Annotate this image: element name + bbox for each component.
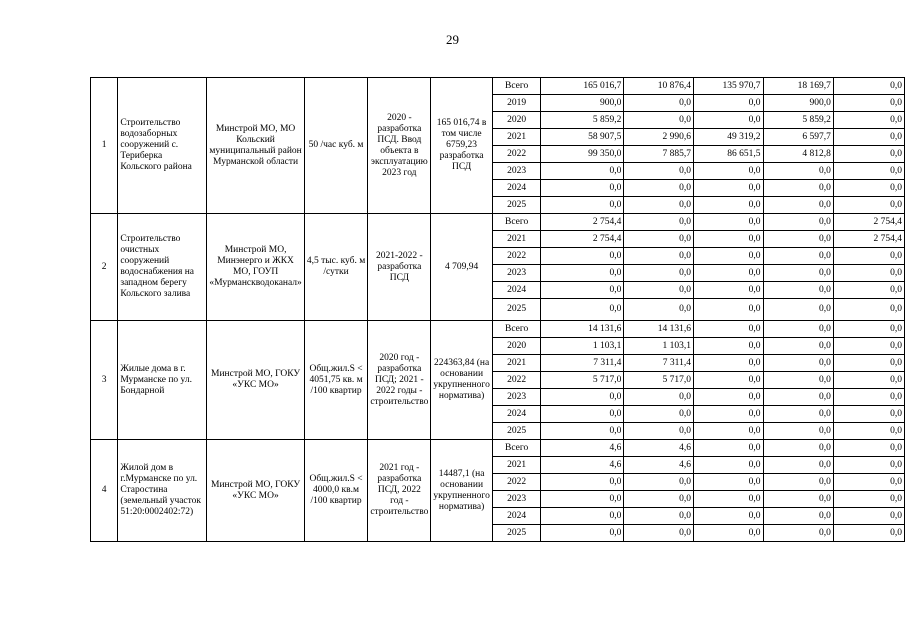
amount-cell: 0,0: [693, 248, 763, 265]
year-cell: 2022: [492, 248, 541, 265]
amount-cell: 0,0: [833, 440, 904, 457]
year-cell: 2024: [492, 508, 541, 525]
amount-cell: 0,0: [763, 508, 833, 525]
year-cell: 2024: [492, 406, 541, 423]
amount-cell: 0,0: [763, 231, 833, 248]
amount-cell: 4,6: [541, 440, 624, 457]
project-dates: 2020 год - разработка ПСД; 2021 - 2022 годы - строительство: [368, 321, 431, 440]
amount-cell: 0,0: [624, 214, 694, 231]
amount-cell: 0,0: [833, 95, 904, 112]
amount-cell: 0,0: [693, 389, 763, 406]
amount-cell: 0,0: [833, 282, 904, 299]
amount-cell: 18 169,7: [763, 78, 833, 95]
amount-cell: 0,0: [763, 214, 833, 231]
project-customer: Минстрой МО, МО Кольский муниципальный район Мурманской области: [207, 78, 304, 214]
amount-cell: 0,0: [763, 372, 833, 389]
amount-cell: 4,6: [624, 440, 694, 457]
project-number: 3: [91, 321, 118, 440]
project-name: Жилой дом в г.Мурманске по ул. Старостина (земельный участок 51:20:0002402:72): [118, 440, 207, 542]
amount-cell: 0,0: [541, 508, 624, 525]
amount-cell: 0,0: [541, 248, 624, 265]
project-capacity: 50 /час куб. м: [304, 78, 368, 214]
amount-cell: 0,0: [624, 231, 694, 248]
amount-cell: 14 131,6: [541, 321, 624, 338]
year-cell: 2019: [492, 95, 541, 112]
project-name: Строительство очистных сооружений водоснабжения на западном берегу Кольского залива: [118, 214, 207, 321]
table-row: [91, 214, 905, 231]
amount-cell: 0,0: [693, 95, 763, 112]
amount-cell: 4 812,8: [763, 146, 833, 163]
amount-cell: 99 350,0: [541, 146, 624, 163]
amount-cell: 7 311,4: [541, 355, 624, 372]
amount-cell: 0,0: [763, 248, 833, 265]
amount-cell: 0,0: [833, 389, 904, 406]
amount-cell: 0,0: [833, 112, 904, 129]
amount-cell: 0,0: [763, 491, 833, 508]
amount-cell: 0,0: [833, 474, 904, 491]
year-cell: Всего: [492, 321, 541, 338]
year-cell: 2023: [492, 265, 541, 282]
amount-cell: 0,0: [624, 180, 694, 197]
amount-cell: 0,0: [763, 163, 833, 180]
year-cell: 2025: [492, 423, 541, 440]
amount-cell: 0,0: [693, 525, 763, 542]
year-cell: 2021: [492, 457, 541, 474]
amount-cell: 0,0: [693, 491, 763, 508]
amount-cell: 0,0: [763, 197, 833, 214]
amount-cell: 0,0: [763, 389, 833, 406]
amount-cell: 0,0: [763, 180, 833, 197]
page-number: 29: [446, 32, 459, 47]
project-customer: Минстрой МО, ГОКУ «УКС МО»: [207, 321, 304, 440]
table-body: [91, 78, 905, 542]
amount-cell: 0,0: [693, 372, 763, 389]
amount-cell: 0,0: [833, 180, 904, 197]
amount-cell: 0,0: [763, 406, 833, 423]
amount-cell: 2 754,4: [541, 214, 624, 231]
amount-cell: 0,0: [541, 389, 624, 406]
project-dates: 2021 год - разработка ПСД, 2022 год - строительство: [368, 440, 431, 542]
amount-cell: 0,0: [833, 423, 904, 440]
amount-cell: 86 651,5: [693, 146, 763, 163]
amount-cell: 0,0: [541, 406, 624, 423]
amount-cell: 0,0: [624, 508, 694, 525]
amount-cell: 0,0: [833, 197, 904, 214]
amount-cell: 0,0: [833, 265, 904, 282]
amount-cell: 10 876,4: [624, 78, 694, 95]
amount-cell: 0,0: [693, 423, 763, 440]
amount-cell: 135 970,7: [693, 78, 763, 95]
amount-cell: 0,0: [763, 282, 833, 299]
amount-cell: 0,0: [624, 474, 694, 491]
amount-cell: 0,0: [624, 197, 694, 214]
amount-cell: 0,0: [624, 112, 694, 129]
table-row: [91, 321, 905, 338]
amount-cell: 0,0: [693, 265, 763, 282]
amount-cell: 0,0: [833, 248, 904, 265]
year-cell: 2021: [492, 355, 541, 372]
project-number: 1: [91, 78, 118, 214]
amount-cell: 0,0: [693, 457, 763, 474]
amount-cell: 49 319,2: [693, 129, 763, 146]
amount-cell: 0,0: [693, 406, 763, 423]
year-cell: 2025: [492, 525, 541, 542]
amount-cell: 0,0: [541, 180, 624, 197]
amount-cell: 900,0: [763, 95, 833, 112]
amount-cell: 0,0: [833, 508, 904, 525]
amount-cell: 0,0: [541, 265, 624, 282]
amount-cell: 7 311,4: [624, 355, 694, 372]
project-name: Жилые дома в г. Мурманске по ул. Бондарной: [118, 321, 207, 440]
amount-cell: 0,0: [624, 423, 694, 440]
year-cell: 2022: [492, 474, 541, 491]
amount-cell: 0,0: [693, 180, 763, 197]
amount-cell: 0,0: [693, 112, 763, 129]
amount-cell: 0,0: [833, 299, 904, 321]
project-customer: Минстрой МО, ГОКУ «УКС МО»: [207, 440, 304, 542]
year-cell: Всего: [492, 214, 541, 231]
amount-cell: 0,0: [833, 406, 904, 423]
amount-cell: 0,0: [833, 163, 904, 180]
amount-cell: 0,0: [693, 282, 763, 299]
amount-cell: 0,0: [763, 423, 833, 440]
project-capacity: Общ.жил.S < 4051,75 кв. м /100 квартир: [304, 321, 368, 440]
amount-cell: 0,0: [693, 197, 763, 214]
project-cost: 14487,1 (на основании укрупненного норматива): [431, 440, 492, 542]
year-cell: 2023: [492, 389, 541, 406]
amount-cell: 0,0: [833, 129, 904, 146]
project-number: 4: [91, 440, 118, 542]
amount-cell: 0,0: [833, 372, 904, 389]
project-dates: 2021-2022 - разработка ПСД: [368, 214, 431, 321]
amount-cell: 0,0: [833, 457, 904, 474]
year-cell: 2025: [492, 299, 541, 321]
amount-cell: 0,0: [693, 338, 763, 355]
amount-cell: 0,0: [693, 299, 763, 321]
amount-cell: 0,0: [693, 163, 763, 180]
amount-cell: 0,0: [624, 248, 694, 265]
project-cost: 165 016,74 в том числе 6759,23 разработка ПСД: [431, 78, 492, 214]
amount-cell: 0,0: [624, 265, 694, 282]
amount-cell: 0,0: [833, 78, 904, 95]
project-dates: 2020 - разработка ПСД. Ввод объекта в эксплуатацию 2023 год: [368, 78, 431, 214]
amount-cell: 0,0: [624, 406, 694, 423]
project-capacity: 4,5 тыс. куб. м /сутки: [304, 214, 368, 321]
amount-cell: 0,0: [693, 474, 763, 491]
amount-cell: 0,0: [693, 231, 763, 248]
amount-cell: 0,0: [763, 265, 833, 282]
amount-cell: 0,0: [541, 525, 624, 542]
amount-cell: 4,6: [624, 457, 694, 474]
amount-cell: 14 131,6: [624, 321, 694, 338]
year-cell: 2020: [492, 338, 541, 355]
amount-cell: 0,0: [833, 338, 904, 355]
year-cell: 2024: [492, 180, 541, 197]
project-capacity: Общ.жил.S < 4000,0 кв.м /100 квартир: [304, 440, 368, 542]
amount-cell: 7 885,7: [624, 146, 694, 163]
project-customer: Минстрой МО, Минэнерго и ЖКХ МО, ГОУП «Мурманскводоканал»: [207, 214, 304, 321]
amount-cell: 5 717,0: [541, 372, 624, 389]
amount-cell: 0,0: [833, 525, 904, 542]
amount-cell: 0,0: [541, 163, 624, 180]
amount-cell: 2 754,4: [833, 231, 904, 248]
amount-cell: 0,0: [763, 440, 833, 457]
amount-cell: 0,0: [763, 355, 833, 372]
year-cell: 2023: [492, 163, 541, 180]
year-cell: 2020: [492, 112, 541, 129]
year-cell: 2022: [492, 372, 541, 389]
amount-cell: 0,0: [541, 299, 624, 321]
amount-cell: 0,0: [763, 299, 833, 321]
amount-cell: 0,0: [763, 474, 833, 491]
project-number: 2: [91, 214, 118, 321]
amount-cell: 1 103,1: [624, 338, 694, 355]
amount-cell: 5 859,2: [763, 112, 833, 129]
amount-cell: 2 754,4: [833, 214, 904, 231]
amount-cell: 0,0: [541, 282, 624, 299]
amount-cell: 0,0: [833, 146, 904, 163]
amount-cell: 0,0: [624, 163, 694, 180]
amount-cell: 2 754,4: [541, 231, 624, 248]
year-cell: 2021: [492, 129, 541, 146]
year-cell: 2024: [492, 282, 541, 299]
amount-cell: 58 907,5: [541, 129, 624, 146]
year-cell: Всего: [492, 440, 541, 457]
amount-cell: 0,0: [541, 474, 624, 491]
amount-cell: 0,0: [624, 282, 694, 299]
amount-cell: 0,0: [541, 423, 624, 440]
amount-cell: 2 990,6: [624, 129, 694, 146]
amount-cell: 0,0: [763, 525, 833, 542]
amount-cell: 5 859,2: [541, 112, 624, 129]
amount-cell: 0,0: [693, 355, 763, 372]
amount-cell: 0,0: [624, 491, 694, 508]
project-name: Строительство водозаборных сооружений с. Териберка Кольского района: [118, 78, 207, 214]
amount-cell: 0,0: [833, 355, 904, 372]
amount-cell: 0,0: [833, 321, 904, 338]
table-row: [91, 78, 905, 95]
amount-cell: 0,0: [624, 95, 694, 112]
amount-cell: 0,0: [541, 491, 624, 508]
amount-cell: 0,0: [763, 338, 833, 355]
amount-cell: 1 103,1: [541, 338, 624, 355]
amount-cell: 0,0: [693, 214, 763, 231]
amount-cell: 0,0: [693, 440, 763, 457]
year-cell: Всего: [492, 78, 541, 95]
year-cell: 2022: [492, 146, 541, 163]
amount-cell: 0,0: [693, 321, 763, 338]
amount-cell: 165 016,7: [541, 78, 624, 95]
amount-cell: 0,0: [624, 299, 694, 321]
amount-cell: 0,0: [763, 321, 833, 338]
table-row: [91, 440, 905, 457]
amount-cell: 900,0: [541, 95, 624, 112]
amount-cell: 5 717,0: [624, 372, 694, 389]
year-cell: 2023: [492, 491, 541, 508]
project-cost: 224363,84 (на основании укрупненного норматива): [431, 321, 492, 440]
amount-cell: 0,0: [624, 389, 694, 406]
amount-cell: 0,0: [833, 491, 904, 508]
amount-cell: 4,6: [541, 457, 624, 474]
amount-cell: 6 597,7: [763, 129, 833, 146]
amount-cell: 0,0: [763, 457, 833, 474]
amount-cell: 0,0: [624, 525, 694, 542]
project-cost: 4 709,94: [431, 214, 492, 321]
amount-cell: 0,0: [541, 197, 624, 214]
year-cell: 2021: [492, 231, 541, 248]
amount-cell: 0,0: [693, 508, 763, 525]
investment-table: [90, 77, 905, 542]
year-cell: 2025: [492, 197, 541, 214]
